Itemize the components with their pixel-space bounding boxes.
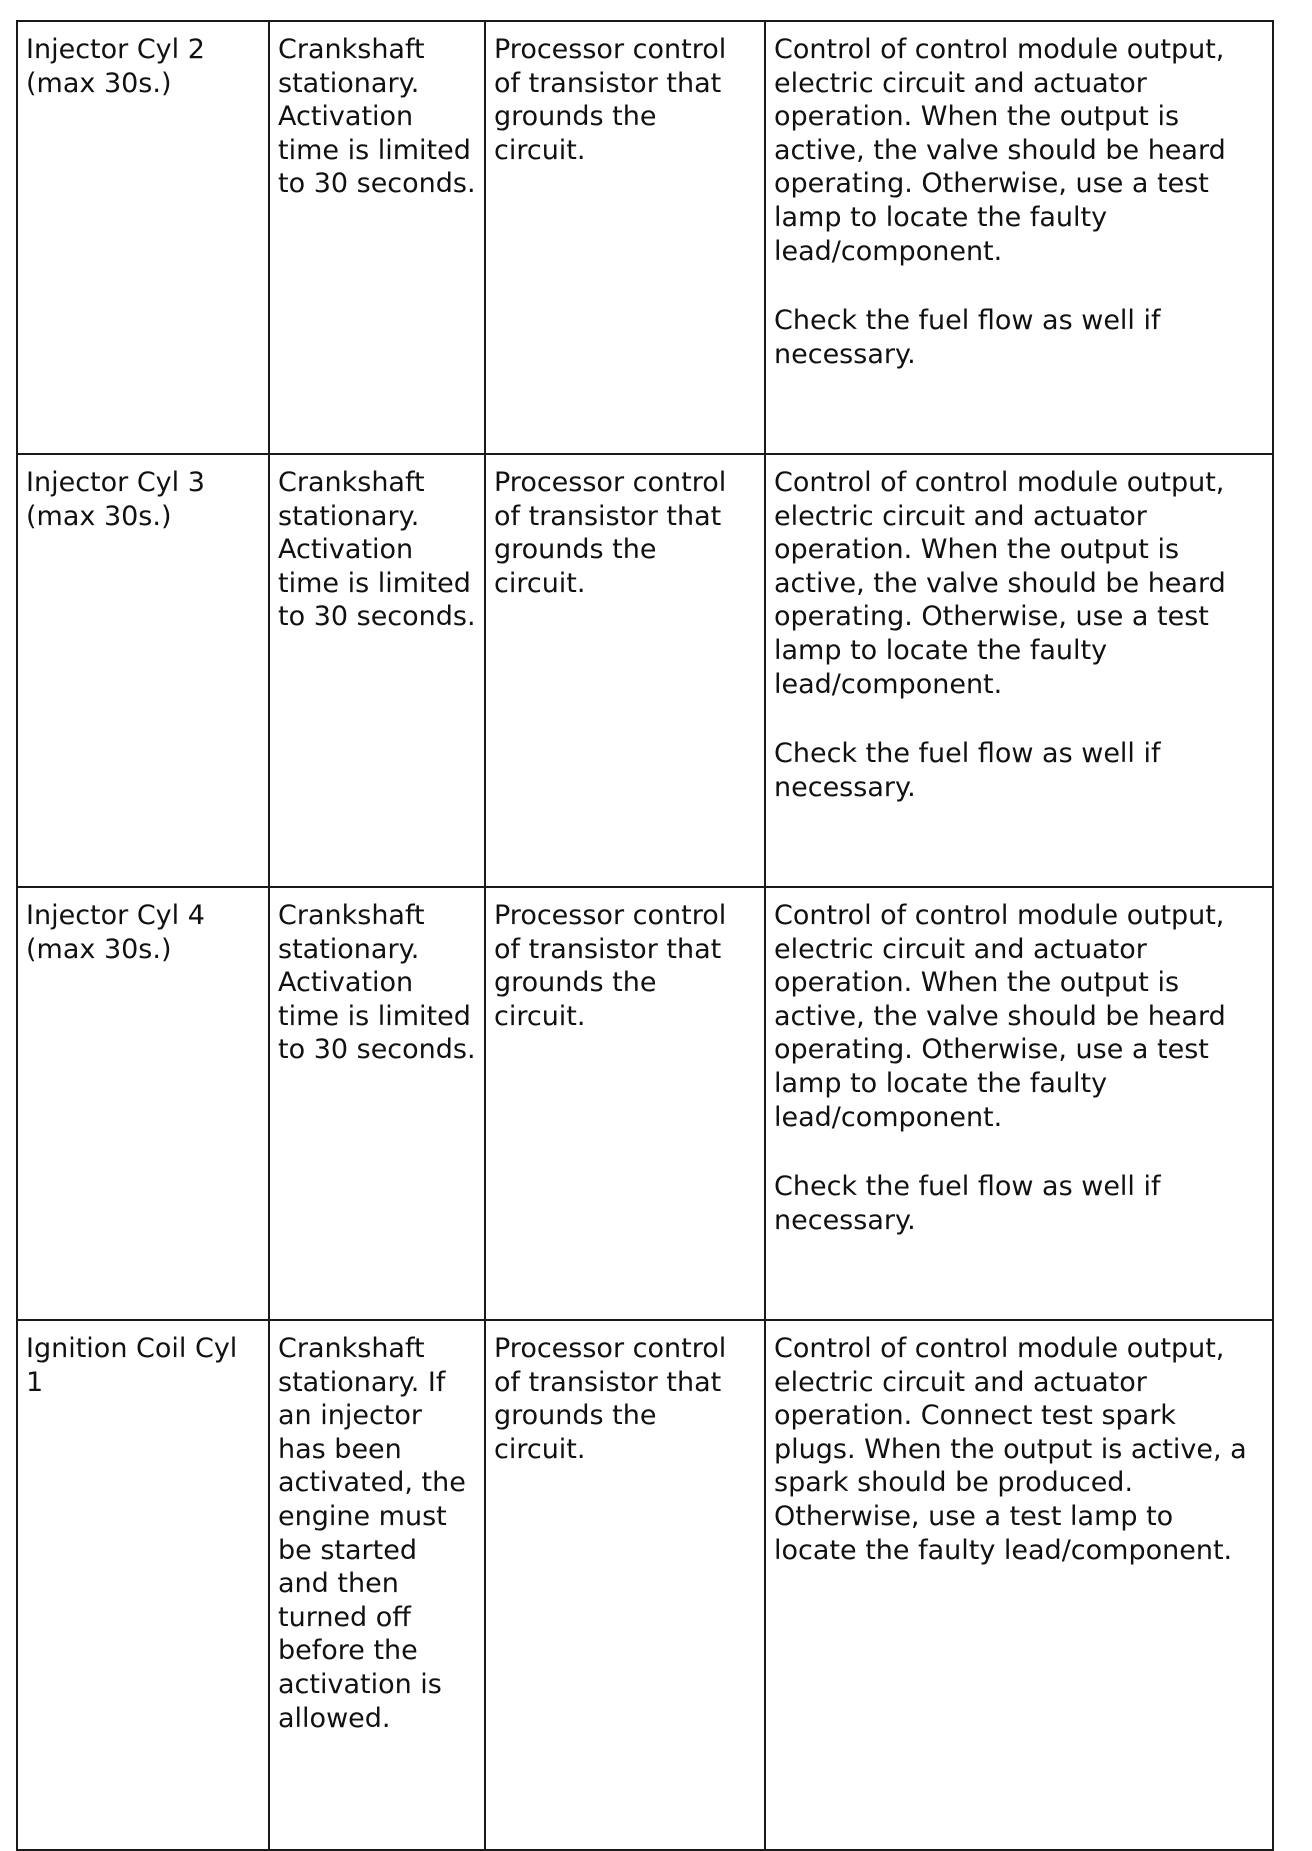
description-cell [765, 454, 1273, 887]
table-row-injector-cyl-3 [17, 454, 1273, 887]
control-cell: Processor control of transistor that grounds the circuit. [485, 21, 765, 454]
description-paragraph: Control of control module output, electric circuit and actuator operation. When the output is active, the valve should be heard operating. Otherwise, use a test lamp to locate the faulty lead/component. [774, 900, 1226, 1133]
component-cell: Injector Cyl 4 (max 30s.) [17, 887, 269, 1320]
table-row-ignition-coil-cyl-1 [17, 1320, 1273, 1850]
condition-cell: Crankshaft stationary. Activation time is limited to 30 seconds. [269, 21, 485, 454]
description-note: Check the fuel flow as well if necessary. [774, 1171, 1161, 1236]
component-cell: Ignition Coil Cyl 1 [17, 1320, 269, 1850]
description-paragraph: Control of control module output, electric circuit and actuator operation. When the output is active, the valve should be heard operating. Otherwise, use a test lamp to locate the faulty lead/component. [774, 467, 1226, 700]
control-cell: Processor control of transistor that grounds the circuit. [485, 887, 765, 1320]
description-cell [765, 887, 1273, 1320]
component-cell: Injector Cyl 3 (max 30s.) [17, 454, 269, 887]
condition-cell: Crankshaft stationary. Activation time is limited to 30 seconds. [269, 454, 485, 887]
activation-test-table [16, 20, 1274, 1851]
condition-cell: Crankshaft stationary. If an injector has been activated, the engine must be started and then turned off before the activation is allowed. [269, 1320, 485, 1850]
table-row-injector-cyl-4 [17, 887, 1273, 1320]
condition-cell: Crankshaft stationary. Activation time is limited to 30 seconds. [269, 887, 485, 1320]
control-cell: Processor control of transistor that grounds the circuit. [485, 1320, 765, 1850]
description-paragraph: Control of control module output, electric circuit and actuator operation. Connect test spark plugs. When the output is active, a spark should be produced. Otherwise, use a test lamp to locate the faulty lead/component. [774, 1333, 1247, 1566]
description-cell [765, 1320, 1273, 1850]
description-cell [765, 21, 1273, 454]
description-paragraph: Control of control module output, electric circuit and actuator operation. When the output is active, the valve should be heard operating. Otherwise, use a test lamp to locate the faulty lead/component. [774, 34, 1226, 267]
component-cell: Injector Cyl 2 (max 30s.) [17, 21, 269, 454]
table-row-injector-cyl-2 [17, 21, 1273, 454]
description-note: Check the fuel flow as well if necessary. [774, 305, 1161, 370]
control-cell: Processor control of transistor that grounds the circuit. [485, 454, 765, 887]
description-note: Check the fuel flow as well if necessary. [774, 738, 1161, 803]
